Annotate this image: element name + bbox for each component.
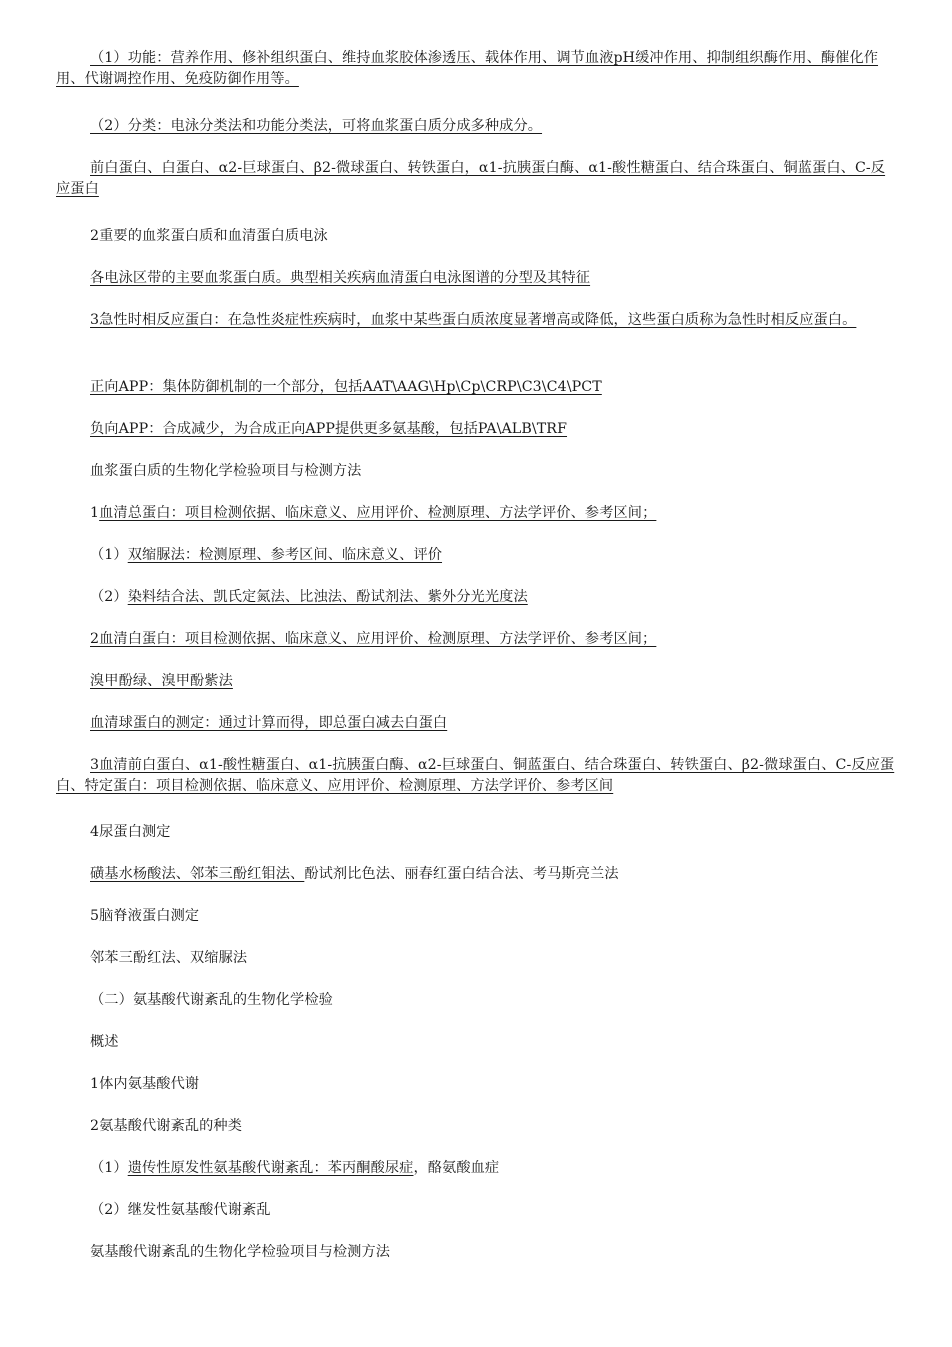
paragraph-specific-proteins [56, 755, 898, 797]
text-segment: 2血清白蛋白：项目检测依据、临床意义、应用评价、检测原理、方法学评价、参考区间； [90, 631, 657, 647]
paragraph-positive-app [56, 377, 898, 398]
text-segment: 血清球蛋白的测定：通过计算而得，即总蛋白减去白蛋白 [90, 715, 448, 731]
text-segment: 3血清前白蛋白、α1-酸性糖蛋白、α1-抗胰蛋白酶、α2-巨球蛋白、铜蓝蛋白、结合珠蛋白、转铁蛋白、β2-微球蛋白、C-反应蛋白、特定蛋白：项目检测依据、临床意义、应用评价、检测原理、方法学评价、参考区间 [56, 757, 895, 794]
text-segment: （2）分类：电泳分类法和功能分类法，可将血浆蛋白质分成多种成分。 [90, 118, 543, 134]
paragraph-negative-app [56, 419, 898, 440]
text-segment: 1体内氨基酸代谢 [90, 1076, 200, 1092]
text-segment: 4尿蛋白测定 [90, 824, 171, 840]
text-segment: （1） [90, 547, 128, 563]
text-segment: （2）继发性氨基酸代谢紊乱 [90, 1202, 271, 1218]
text-segment: 概述 [90, 1034, 119, 1050]
paragraph-other-methods [56, 587, 898, 608]
text-segment: （2） [90, 589, 128, 605]
paragraph-urine-methods [56, 864, 898, 885]
text-segment: （1） [90, 1160, 128, 1176]
text-segment: 双缩脲法：检测原理、参考区间、临床意义、评价 [127, 547, 443, 563]
text-segment: 各电泳区带的主要血浆蛋白质。典型相关疾病血清蛋白电泳图谱的分型及其特征 [90, 270, 591, 286]
text-segment: 血浆蛋白质的生物化学检验项目与检测方法 [90, 463, 362, 479]
text-segment: 3急性时相反应蛋白：在急性炎症性疾病时，血浆中某些蛋白质浓度显著增高或降低，这些蛋白质称为急性时相反应蛋白。 [90, 312, 857, 328]
heading-plasma-protein-tests [56, 461, 898, 482]
text-segment: ，酪氨酸血症 [413, 1160, 500, 1176]
paragraph-secondary-disorders [56, 1200, 898, 1221]
heading-urine-protein [56, 822, 898, 843]
text-segment: 前白蛋白、白蛋白、α2-巨球蛋白、β2-微球蛋白、转铁蛋白，α1-抗胰蛋白酶、α1-酸性糖蛋白、结合珠蛋白、铜蓝蛋白、C-反应蛋白 [56, 160, 886, 197]
text-segment: 磺基水杨酸法、邻苯三酚红钼法、 [90, 866, 305, 882]
text-segment: 酚试剂比色法、丽春红蛋白结合法、考马斯亮兰法 [304, 866, 619, 882]
heading-overview [56, 1032, 898, 1053]
text-segment: 2重要的血浆蛋白质和血清蛋白质电泳 [90, 228, 328, 244]
text-segment: 遗传性原发性氨基酸代谢紊乱：苯丙酮酸尿症 [127, 1160, 414, 1176]
paragraph-hereditary-disorders [56, 1158, 898, 1179]
text-segment: 1 [90, 505, 100, 521]
text-segment: 溴甲酚绿、溴甲酚紫法 [90, 673, 233, 689]
paragraph-csf-methods [56, 948, 898, 969]
text-segment: 正向APP：集体防御机制的一个部分，包括AAT\AAG\Hp\Cp\CRP\C3\C4\PCT [90, 379, 602, 395]
paragraph-biuret-method [56, 545, 898, 566]
paragraph-protein-classification [56, 116, 898, 137]
paragraph-globulin [56, 713, 898, 734]
paragraph-protein-function [56, 48, 898, 90]
heading-plasma-protein-electrophoresis [56, 226, 898, 247]
text-segment: 2氨基酸代谢紊乱的种类 [90, 1118, 243, 1134]
paragraph-serum-albumin [56, 629, 898, 650]
text-segment: 5脑脊液蛋白测定 [90, 908, 200, 924]
heading-amino-acid-tests [56, 1242, 898, 1263]
text-segment: 邻苯三酚红法、双缩脲法 [90, 950, 248, 966]
paragraph-disorder-types [56, 1116, 898, 1137]
paragraph-acute-phase-protein [56, 310, 898, 331]
paragraph-electrophoresis-bands [56, 268, 898, 289]
paragraph-bromocresol [56, 671, 898, 692]
text-segment: 氨基酸代谢紊乱的生物化学检验项目与检测方法 [90, 1244, 391, 1260]
paragraph-total-protein [56, 503, 898, 524]
heading-csf-protein [56, 906, 898, 927]
paragraph-protein-list [56, 158, 898, 200]
text-segment: （1）功能：营养作用、修补组织蛋白、维持血浆胶体渗透压、载体作用、调节血液pH缓冲作用、抑制组织酶作用、酶催化作用、代谢调控作用、免疫防御作用等。 [56, 50, 879, 87]
text-segment: （二）氨基酸代谢紊乱的生物化学检验 [90, 992, 333, 1008]
text-segment: 血清总蛋白：项目检测依据、临床意义、应用评价、检测原理、方法学评价、参考区间； [99, 505, 657, 521]
text-segment: 负向APP：合成减少，为合成正向APP提供更多氨基酸，包括PA\ALB\TRF [90, 421, 568, 437]
text-segment: 染料结合法、凯氏定氮法、比浊法、酚试剂法、紫外分光光度法 [127, 589, 528, 605]
heading-amino-acid-disorders [56, 990, 898, 1011]
paragraph-amino-acid-metabolism [56, 1074, 898, 1095]
